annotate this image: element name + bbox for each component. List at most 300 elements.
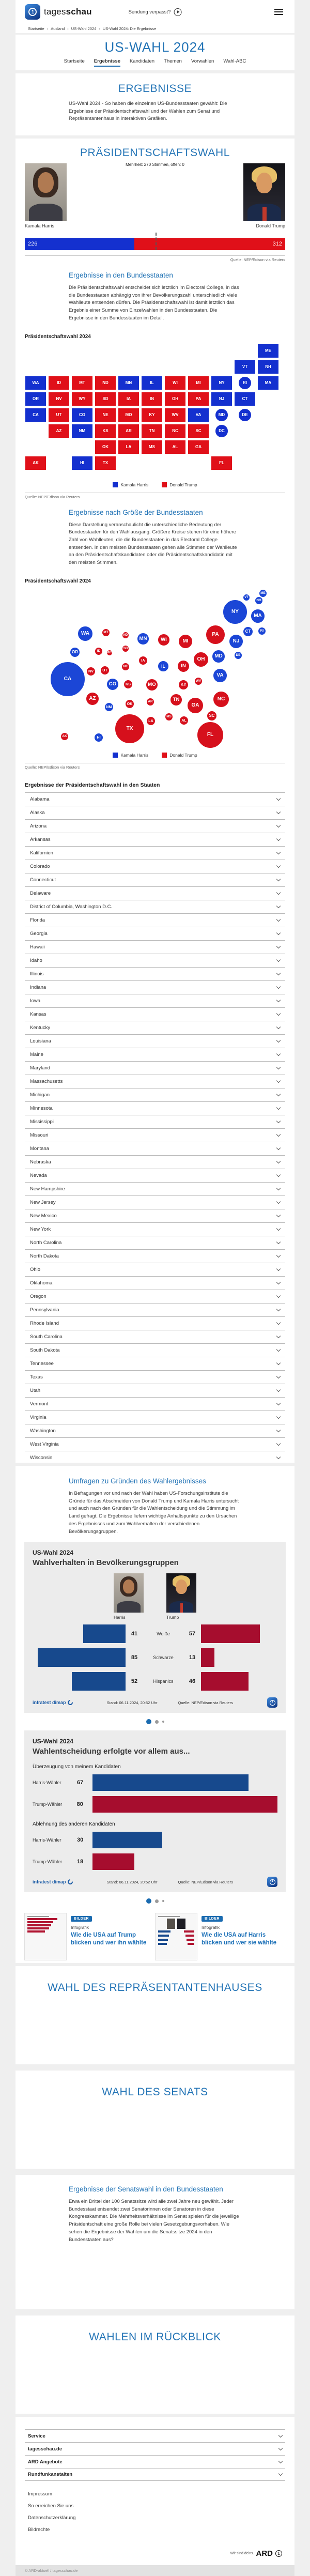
state-tile-MS[interactable]: MS [141,440,163,454]
trump-ev-value: 312 [272,241,282,247]
state-bubble-ND[interactable]: ND [122,632,129,639]
state-bubble-SD[interactable]: SD [122,645,129,652]
state-bubble-OH[interactable]: OH [193,652,209,667]
state-accordion-row[interactable] [25,1021,285,1034]
thumb-bar [27,1927,49,1929]
state-accordion-row[interactable] [25,1142,285,1155]
infratest-dimap-logo [33,1700,73,1705]
state-tile-WA[interactable]: WA [25,376,47,390]
chart-footer [33,1697,277,1708]
decision-group-label: Überzeugung von meinem Kandidaten [33,1764,121,1770]
state-tile-NH[interactable]: NH [257,360,279,374]
chevron-down-icon [276,1415,281,1419]
state-bubble-ME[interactable]: ME [259,589,267,597]
footer-accordion-service[interactable] [25,2429,285,2442]
state-bubble-NH[interactable]: NH [255,596,263,605]
state-tile-NC[interactable]: NC [164,424,186,438]
majority-label: Mehrheit: 270 Stimmen, offen: 0 [126,162,184,167]
trump-column-label: Trump [166,1615,179,1620]
thumb-bar [27,1918,57,1920]
trump-swatch [162,482,167,487]
globe-icon [28,8,37,16]
wordmark-light: tages [44,7,66,17]
state-accordion-label: Virginia [30,1414,47,1420]
state-accordion-label: Kansas [30,1011,47,1017]
state-bubble-KY[interactable]: KY [178,680,189,690]
state-accordion-row[interactable] [25,1357,285,1370]
state-accordion-row[interactable] [25,1048,285,1061]
trump-photo [243,163,285,221]
state-accordion-row[interactable] [25,1182,285,1195]
carousel-dot[interactable] [162,1721,164,1723]
footer-accordion-rundfunkanstalten[interactable] [25,2468,285,2481]
trump-demo-bar [201,1624,260,1643]
decision-row-value: 30 [77,1837,84,1844]
state-accordion-row[interactable] [25,1263,285,1276]
state-tile-TX[interactable]: TX [95,456,116,470]
praesidentschaftswahl-title: PRÄSIDENTSCHAFTSWAHL [80,147,230,159]
state-tile-TN[interactable]: TN [141,424,163,438]
thumb-row [158,1939,194,1942]
footer-accordion-ardangebote[interactable] [25,2455,285,2468]
state-tile-CT[interactable]: CT [234,392,256,406]
state-accordion-row[interactable] [25,967,285,980]
state-tile-IN[interactable]: IN [141,392,163,406]
chevron-down-icon [276,1052,281,1056]
state-accordion-label: Rhode Island [30,1320,59,1326]
tab-vorwahlen[interactable]: Vorwahlen [191,58,214,64]
senatswahl-card [16,2175,295,2309]
site-footer [16,2417,295,2565]
state-accordion-row[interactable] [25,1128,285,1142]
state-bubble-MN[interactable]: MN [137,633,149,645]
state-bubble-MA[interactable]: MA [251,609,265,623]
state-tile-NM[interactable]: NM [71,424,93,438]
map-label: Präsidentschaftswahl 2024 [25,333,91,340]
state-accordion-row[interactable] [25,846,285,860]
carousel-dot[interactable] [162,1900,164,1902]
state-tile-SC[interactable]: SC [188,424,209,438]
state-bubble-CA[interactable]: CA [50,662,85,697]
state-accordion-row[interactable] [25,940,285,954]
harris-bar-zone [33,1624,126,1643]
state-bubble-WV[interactable]: WV [194,677,203,685]
tab-wahlabc[interactable]: Wahl-ABC [223,58,246,64]
legend-harris-label: Kamala Harris [120,752,149,758]
state-accordion-row[interactable] [25,1370,285,1384]
chart-kicker: US-Wahl 2024 [33,1549,73,1557]
state-bubble-AZ[interactable]: AZ [86,692,99,706]
election-banner [16,35,295,70]
state-tile-OR[interactable]: OR [25,392,47,406]
state-tile-VA[interactable]: VA [188,408,209,422]
carousel-dot-active[interactable] [146,1719,151,1724]
state-accordion-row[interactable] [25,792,285,806]
decision-group-label: Ablehnung des anderen Kandidaten [33,1821,115,1828]
state-bubble-SC[interactable]: SC [207,711,217,721]
state-bubble-GA[interactable]: GA [187,697,204,714]
copyright-bar [16,2565,295,2576]
tagesschau-logo[interactable] [25,4,92,20]
state-bubble-VT[interactable]: VT [243,594,250,601]
state-tile-NV[interactable]: NV [48,392,70,406]
decision-row-label: Trump-Wähler [33,1859,63,1865]
thumb-bar [27,1924,51,1926]
state-bubble-KS[interactable]: KS [123,680,133,689]
state-bubble-NM[interactable]: NM [104,702,114,712]
state-accordion-row[interactable] [25,913,285,927]
harris-swatch [113,482,118,487]
state-accordion-label: New Hampshire [30,1186,65,1192]
state-tile-NJ[interactable]: NJ [211,392,233,406]
state-tile-NE[interactable]: NE [95,408,116,422]
chart-candidate-photos [33,1573,277,1620]
senat-title: WAHL DES SENATS [102,2086,208,2098]
tab-ergebnisse[interactable]: Ergebnisse [94,58,120,67]
state-bubble-RI[interactable]: RI [258,627,266,635]
state-tile-IL[interactable]: IL [141,376,163,390]
state-accordion-row[interactable] [25,1451,285,1463]
chevron-down-icon [276,1307,281,1311]
state-tile-IA[interactable]: IA [118,392,140,406]
thumb-bar [27,1930,45,1933]
chart-title: Wahlverhalten in Bevölkerungsgruppen [33,1558,179,1568]
chevron-down-icon [276,823,281,827]
chevron-down-icon [276,1106,281,1110]
ard-claim-text: Wir sind deins. [230,2552,254,2555]
demographics-rows [33,1624,277,1691]
state-accordion-row[interactable] [25,1007,285,1021]
state-accordion-label: Pennsylvania [30,1307,59,1313]
state-accordion-row[interactable] [25,1088,285,1101]
umfragen-card [16,1466,295,1963]
state-accordion-row[interactable] [25,873,285,886]
bubble-map-label: Präsidentschaftswahl 2024 [25,578,91,584]
top-bar [16,0,295,24]
state-tile-WI[interactable]: WI [164,376,186,390]
repraesentantenhaus-title: WAHL DES REPRÄSENTANTENHAUSES [48,1982,262,1994]
chart-footer [33,1877,277,1887]
footer-link-datenschutzerklrung[interactable]: Datenschutzerklärung [28,2515,76,2521]
state-accordion-row[interactable] [25,860,285,873]
state-accordion-label: Colorado [30,863,50,869]
state-accordion-row[interactable] [25,833,285,846]
trump-photo-small [166,1573,196,1613]
state-bubble-AR[interactable]: AR [146,698,154,706]
state-tile-AR[interactable]: AR [118,424,140,438]
footer-link-bildrechte[interactable]: Bildrechte [28,2527,50,2533]
state-tile-UT[interactable]: UT [48,408,70,422]
chevron-down-icon [276,1388,281,1392]
state-bubble-DE[interactable]: DE [234,651,242,660]
ard-logo-icon [267,1697,277,1708]
quelle-label: Quelle: NEP/Edison via Reuters [178,1879,233,1884]
decision-row-bar [92,1832,162,1848]
carousel-dot[interactable] [155,1899,159,1903]
state-accordion-row[interactable] [25,1397,285,1410]
state-bubble-TN[interactable]: TN [170,694,182,706]
teaser-title[interactable]: Wie die USA auf Harris blicken und wer sie wählte [202,1932,277,1946]
state-accordion-row[interactable] [25,927,285,940]
state-tile-CA[interactable]: CA [25,408,47,422]
state-accordion-row[interactable] [25,994,285,1007]
state-accordion-label: Washington [30,1428,56,1434]
menu-icon[interactable] [272,7,285,18]
state-accordion-row[interactable] [25,1410,285,1424]
state-accordion-row[interactable] [25,900,285,913]
state-accordion-label: Maine [30,1051,43,1057]
state-bubble-IN[interactable]: IN [177,660,190,672]
state-bubble-WA[interactable]: WA [78,626,93,641]
state-tile-KY[interactable]: KY [141,408,163,422]
thumb-bar [185,1935,194,1937]
state-bubble-OR[interactable]: OR [70,647,80,657]
chevron-down-icon [276,1294,281,1298]
trump-bar-zone [201,1648,277,1667]
chevron-down-icon [276,1280,281,1284]
decision-row-value: 18 [77,1859,84,1865]
state-bubble-NJ[interactable]: NJ [229,634,243,649]
majority-marker [156,233,157,250]
state-bubble-MT[interactable]: MT [102,628,110,637]
sendung-verpasst-link[interactable] [129,8,182,16]
teaser-meta [71,1913,155,1960]
demographic-group-label: Schwarze [153,1655,174,1661]
breadcrumb-item[interactable]: Ausland [51,26,65,31]
chevron-down-icon [276,1374,281,1378]
state-accordion-row[interactable] [25,806,285,819]
trump-name: Donald Trump [256,223,285,228]
state-bubble-CO[interactable]: CO [106,678,119,691]
state-accordion-row[interactable] [25,1236,285,1249]
teaser-meta [202,1913,286,1960]
state-tile-PA[interactable]: PA [188,392,209,406]
state-tile-LA[interactable]: LA [118,440,140,454]
decision-row-bar [92,1774,249,1791]
state-tile-ME[interactable]: ME [257,344,279,358]
state-bubble-MO[interactable]: MO [146,679,158,691]
tab-kandidaten[interactable]: Kandidaten [130,58,155,64]
senat-card [16,2071,295,2169]
state-accordion-row[interactable] [25,1195,285,1209]
state-accordion-label: Kalifornien [30,850,53,856]
chevron-down-icon [276,1347,281,1352]
state-accordion-row[interactable] [25,980,285,994]
state-bubble-NV[interactable]: NV [86,667,96,676]
state-accordion-row[interactable] [25,1034,285,1048]
trump-bar [134,238,285,250]
state-accordion-label: Texas [30,1374,43,1380]
harris-demo-value: 85 [131,1654,138,1661]
state-bubble-HI[interactable]: HI [94,733,103,742]
teaser-item[interactable] [24,1913,155,1960]
state-bubble-VA[interactable]: VA [213,668,227,683]
state-accordion-row[interactable] [25,1290,285,1303]
state-accordion-row[interactable] [25,1424,285,1437]
state-bubble-UT[interactable]: UT [100,666,110,675]
state-bubble-MI[interactable]: MI [178,634,193,649]
chevron-down-icon [276,1065,281,1069]
state-accordion-row[interactable] [25,1169,285,1182]
carousel-dot[interactable] [155,1720,159,1724]
copyright-text: © ARD-aktuell / tagesschau.de [25,2568,78,2573]
state-tile-OK[interactable]: OK [95,440,116,454]
state-bubble-MS[interactable]: MS [165,713,173,721]
teaser-kicker: Infografik [71,1925,89,1930]
state-tile-CO[interactable]: CO [71,408,93,422]
state-tile-MD[interactable]: MD [215,408,228,422]
ergebnisse-card [16,73,295,135]
state-accordion-row[interactable] [25,1075,285,1088]
state-bubble-PA[interactable]: PA [206,625,225,645]
state-accordion-label: Massachusetts [30,1078,63,1084]
state-tile-AL[interactable]: AL [164,440,186,454]
state-accordion-row[interactable] [25,1155,285,1169]
states-text: Die Präsidentschaftswahl entscheidet sich letztlich im Electoral College, in das die Bundesstaaten abhängig von ihrer Bevölkerungszahl unterschiedlich viele Wahlleute entsenden dürfen. Die Präsidentschaftswahl ist damit letztlich das Ergebnis einer Summe von Einzelwahlen in den Bundesstaaten. Die Ergebnisse in den Bundesstaaten im Detail. [69,285,239,321]
harris-bar [25,238,134,250]
breadcrumb-item[interactable]: Startseite [28,26,44,31]
state-accordion-row[interactable] [25,1115,285,1128]
state-tile-RI[interactable]: RI [238,376,252,390]
state-tile-MI[interactable]: MI [188,376,209,390]
state-tile-AK[interactable]: AK [25,456,47,470]
state-tile-MN[interactable]: MN [118,376,140,390]
teaser-title[interactable]: Wie die USA auf Trump blicken und wer ihn wählte [71,1932,147,1946]
state-accordion-label: North Carolina [30,1239,62,1246]
state-bubble-MD[interactable]: MD [212,650,225,663]
teaser-thumbnail [24,1913,67,1960]
state-accordion-row[interactable] [25,1316,285,1330]
state-accordion-row[interactable] [25,954,285,967]
thumb-bar [158,1935,169,1937]
harris-ev-value: 226 [28,241,38,247]
teaser-item[interactable] [155,1913,286,1960]
state-tile-DC[interactable]: DC [215,424,228,438]
state-bubble-WY[interactable]: WY [106,650,113,656]
state-accordion-label: Utah [30,1387,41,1393]
trump-demo-value: 57 [189,1631,196,1637]
tab-themen[interactable]: Themen [164,58,182,64]
state-accordion-row[interactable] [25,1330,285,1343]
state-accordion-row[interactable] [25,1249,285,1263]
thumb-row [158,1930,194,1934]
state-accordion-row[interactable] [25,1222,285,1236]
site-header [16,0,295,33]
state-accordion-row[interactable] [25,1276,285,1290]
state-tile-VT[interactable]: VT [234,360,256,374]
state-tile-SD[interactable]: SD [95,392,116,406]
state-tile-FL[interactable]: FL [211,456,233,470]
harris-column-label: Harris [114,1615,126,1620]
source-note: Quelle: NEP/Edison via Reuters [230,257,285,262]
state-accordion-title: Ergebnisse der Präsidentschaftswahl in den Staaten [25,781,160,788]
state-tile-HI[interactable]: HI [71,456,93,470]
state-accordion-row[interactable] [25,1209,285,1222]
chevron-down-icon [276,1321,281,1325]
stand-label: Stand: 06.11.2024, 20:52 Uhr [106,1879,158,1884]
state-accordion-row[interactable] [25,1384,285,1397]
state-accordion-row[interactable] [25,1101,285,1115]
state-bubble-AK[interactable]: AK [60,732,69,741]
footer-accordions [25,2429,285,2481]
state-bubble-ID[interactable]: ID [95,647,103,655]
sendung-verpasst-label: Sendung verpasst? [128,9,171,15]
state-bubble-WI[interactable]: WI [158,634,170,646]
state-bubble-NE[interactable]: NE [121,663,130,671]
breadcrumb-item[interactable]: US-Wahl 2024: Die Ergebnisse [102,26,157,31]
state-accordion-label: Iowa [30,998,41,1004]
state-accordion-row[interactable] [25,1437,285,1451]
rueckblick-card [16,2316,295,2414]
state-tile-OH[interactable]: OH [164,392,186,406]
state-tile-AZ[interactable]: AZ [48,424,70,438]
decision-row-label: Harris-Wähler [33,1780,61,1786]
harris-bar-zone [33,1672,126,1691]
state-tile-GA[interactable]: GA [188,440,209,454]
state-tile-WY[interactable]: WY [71,392,93,406]
bubble-map [29,587,281,747]
state-tile-NY[interactable]: NY [211,376,233,390]
state-accordion-row[interactable] [25,819,285,833]
chevron-down-icon [276,891,281,895]
state-bubble-TX[interactable]: TX [115,714,145,744]
chevron-down-icon [276,944,281,948]
state-tile-MO[interactable]: MO [118,408,140,422]
umfragen-text: In Befragungen vor und nach der Wahl haben US-Forschungsinstitute die Gründe für das Abschneiden von Donald Trump und Kamala Harris untersucht und auch nach den Gründen für die Wahlentscheidung und die Stimmung im Land gefragt. Die Ergebnisse liefern wichtige Anhaltspunkte zu den Ursachen des Ergebnisses und zum Wahlverhalten der verschiedenen Bevölkerungsgruppen. [69,1491,239,1535]
state-bubble-IL[interactable]: IL [158,661,169,672]
state-accordion-row[interactable] [25,1303,285,1316]
map-legend [16,482,295,487]
state-bubble-CT[interactable]: CT [243,626,253,637]
footer-links [25,2488,285,2536]
state-bubble-NC[interactable]: NC [213,691,229,708]
state-tile-MT[interactable]: MT [71,376,93,390]
state-bubble-FL[interactable]: FL [197,722,224,748]
tagesschau-logo-icon [25,4,40,20]
breadcrumb-item[interactable]: US-Wahl 2024 [71,26,97,31]
chevron-down-icon [276,1173,281,1177]
state-tile-KS[interactable]: KS [95,424,116,438]
decision-row-value: 80 [76,1801,83,1808]
state-accordion-row[interactable] [25,1061,285,1075]
state-bubble-NY[interactable]: NY [223,600,247,624]
chevron-down-icon [276,1455,281,1459]
tab-startseite[interactable]: Startseite [64,58,85,64]
state-bubble-OK[interactable]: OK [125,699,134,709]
ard-wordmark: ARD [256,2549,273,2558]
state-accordion-row[interactable] [25,1343,285,1357]
state-tile-ND[interactable]: ND [95,376,116,390]
teaser-kicker: Infografik [202,1925,220,1930]
state-accordion-row[interactable] [25,886,285,900]
carousel-dot-active[interactable] [146,1898,151,1904]
state-bubble-AL[interactable]: AL [179,716,189,725]
state-tile-ID[interactable]: ID [48,376,70,390]
state-tile-MA[interactable]: MA [257,376,279,390]
umfragen-heading: Umfragen zu Gründen des Wahlergebnisses [69,1477,206,1485]
decision-chart-card [24,1730,286,1892]
state-bubble-IA[interactable]: IA [138,656,148,665]
footer-link-impressum[interactable]: Impressum [28,2491,52,2497]
footer-accordion-tagesschaude[interactable] [25,2442,285,2455]
footer-link-soerreichensieuns[interactable]: So erreichen Sie uns [28,2503,74,2509]
state-bubble-LA[interactable]: LA [146,716,156,726]
harris-demo-value: 41 [131,1631,138,1637]
state-accordion-label: Alaska [30,809,45,816]
state-tile-WV[interactable]: WV [164,408,186,422]
state-tile-DE[interactable]: DE [238,408,252,422]
senatswahl-heading: Ergebnisse der Senatswahl in den Bundesstaaten [69,2185,223,2193]
